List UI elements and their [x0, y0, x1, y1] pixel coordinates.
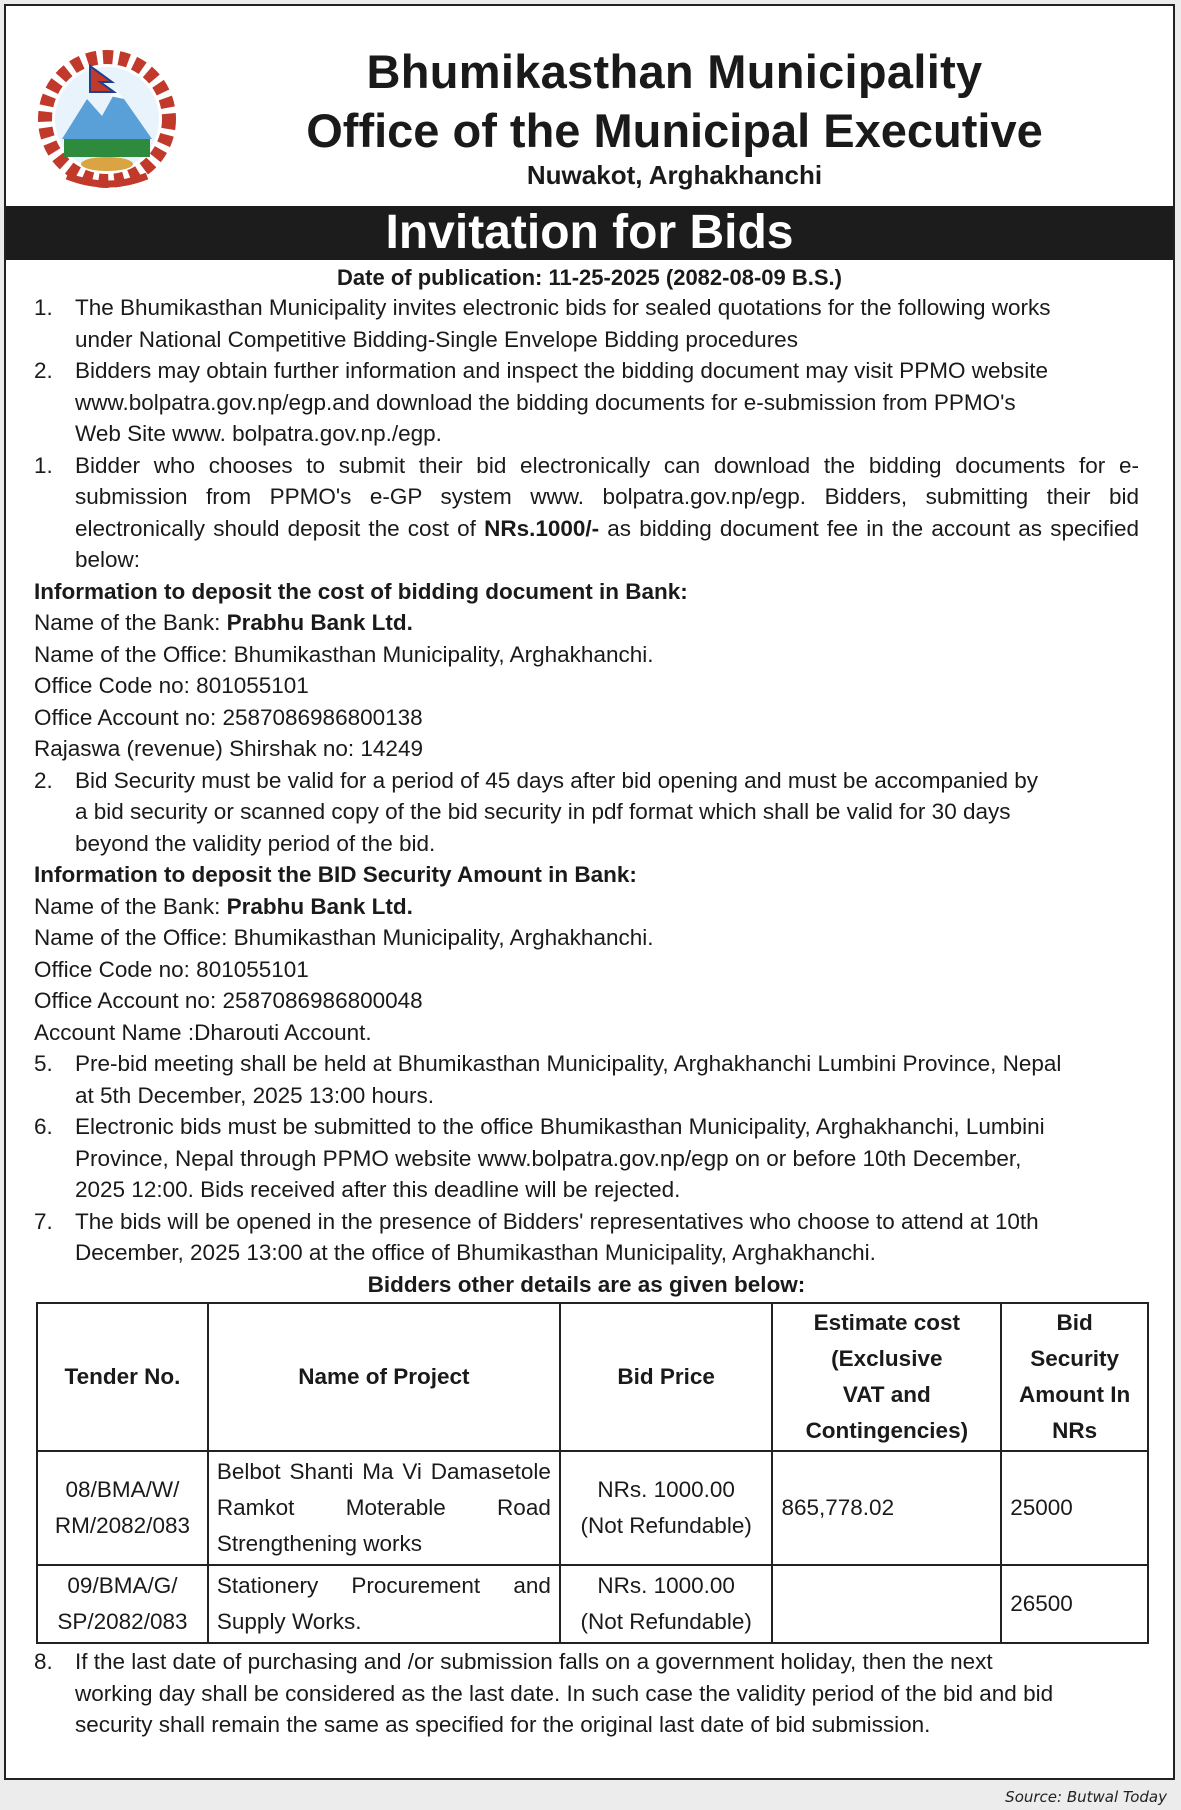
- deposit-security-office-code: Office Code no: 801055101: [34, 956, 309, 982]
- list-item: 7. The bids will be opened in the presence of Bidders' representatives who choose to attend at 10th December, 2025 13:00 at the office of Bhumikasthan Municipality, Arghakhanchi.: [34, 1208, 1039, 1265]
- list-item: 2. Bidders may obtain further information and inspect the bidding document may visit PPMO website www.bolpatra.gov.np/egp.and download the bidding documents for e-submission from PPMO's Web Site www. bolpatra.gov.np./egp.: [34, 358, 1048, 446]
- cell-estimate-cost: [772, 1565, 1001, 1643]
- header-project-name: Name of Project: [208, 1303, 560, 1451]
- cell-bid-price: NRs. 1000.00 (Not Refundable): [560, 1565, 773, 1643]
- cell-bid-security: 26500: [1001, 1565, 1148, 1643]
- cell-project-name: Stationery Procurement and Supply Works.: [208, 1565, 560, 1643]
- bid-details-table: [36, 1302, 1149, 1644]
- deposit-cost-heading: Information to deposit the cost of bidding document in Bank:: [34, 578, 688, 604]
- header-tender-no: Tender No.: [37, 1303, 208, 1451]
- cell-project-name: Belbot Shanti Ma Vi Damasetole Ramkot Moterable Road Strengthening works: [208, 1451, 560, 1565]
- table-row: [37, 1565, 1148, 1643]
- deposit-cost-office-code: Office Code no: 801055101: [34, 673, 309, 698]
- deposit-security-account: Office Account no: 2587086986800048: [34, 988, 423, 1013]
- deposit-cost-revenue: Rajaswa (revenue) Shirshak no: 14249: [34, 736, 423, 761]
- deposit-security-account-name: Account Name :Dharouti Account.: [34, 1019, 372, 1045]
- list-item: 2. Bid Security must be valid for a period of 45 days after bid opening and must be accompanied by a bid security or scanned copy of the bid security in pdf format which shall be valid for 30 days beyond the validity period of the bid.: [34, 767, 1039, 856]
- cell-tender-no: 09/BMA/G/ SP/2082/083: [37, 1565, 208, 1643]
- deposit-security-office: Name of the Office: Bhumikasthan Municipality, Arghakhanchi.: [34, 925, 654, 950]
- deposit-cost-account: Office Account no: 2587086986800138: [34, 704, 423, 730]
- municipality-name: Bhumikasthan Municipality: [366, 45, 983, 98]
- source-credit: Source: Butwal Today: [1005, 1788, 1167, 1806]
- cell-tender-no: 08/BMA/W/ RM/2082/083: [37, 1451, 208, 1565]
- office-location: Nuwakot, Arghakhanchi: [526, 160, 823, 190]
- municipality-emblem-icon: [32, 44, 182, 194]
- list-item: 5. Pre-bid meeting shall be held at Bhumikasthan Municipality, Arghakhanchi Lumbini Province, Nepal at 5th December, 2025 13:00 hours.: [34, 1051, 1062, 1108]
- table-title: Bidders other details are as given below:: [367, 1271, 806, 1297]
- list-item: 1. Bidder who chooses to submit their bid electronically can download the bidding documents for e-submission from PPMO's e-GP system www. bolpatra.gov.np/egp. Bidders, submitting their bid electronically should deposit the cost of NRs.1000/- as bidding document fee in the account as specified below:: [34, 450, 1139, 576]
- header-titles: [186, 42, 1163, 192]
- deposit-cost-bank: Name of the Bank: Prabhu Bank Ltd.: [34, 610, 413, 635]
- list-item: 1. The Bhumikasthan Municipality invites electronic bids for sealed quotations for the following works under National Competitive Bidding-Single Envelope Bidding procedures: [34, 295, 1051, 352]
- deposit-cost-office: Name of the Office: Bhumikasthan Municipality, Arghakhanchi.: [34, 641, 654, 667]
- office-name: Office of the Municipal Executive: [306, 104, 1043, 157]
- publication-date: Date of publication: 11-25-2025 (2082-08-09 B.S.): [337, 265, 842, 290]
- header-bid-security: Bid Security Amount In NRs: [1001, 1303, 1148, 1451]
- list-item: 6. Electronic bids must be submitted to the office Bhumikasthan Municipality, Arghakhanchi, Lumbini Province, Nepal through PPMO website www.bolpatra.gov.np/egp on or before 10th December, 2025 12:00. Bids received after this deadline will be rejected.: [34, 1114, 1045, 1202]
- cell-estimate-cost: 865,778.02: [772, 1451, 1001, 1565]
- fee-paragraph: Bidder who chooses to submit their bid electronically can download the bidding documents for e-submission from PPMO's e-GP system www. bolpatra.gov.np/egp. Bidders, submitting their bid electronically should deposit the cost of NRs.1000/- as bidding document fee in the account as specified below:: [75, 452, 1139, 572]
- table-row: [37, 1451, 1148, 1565]
- list-item: 8. If the last date of purchasing and /or submission falls on a government holiday, then the next working day shall be considered as the last date. In such case the validity period of the bid and bid security shall remain the same as specified for the original last date of bid submission.: [34, 1649, 1054, 1737]
- notice-sheet: [4, 4, 1175, 1780]
- notice-body: [6, 292, 1173, 1741]
- cell-bid-security: 25000: [1001, 1451, 1148, 1565]
- deposit-security-bank: Name of the Bank: Prabhu Bank Ltd.: [34, 893, 413, 919]
- notice-banner: Invitation for Bids: [6, 206, 1173, 260]
- header-estimate-cost: Estimate cost (Exclusive VAT and Contingencies): [772, 1303, 1001, 1451]
- notice-header: [6, 6, 1173, 206]
- deposit-security-heading: Information to deposit the BID Security Amount in Bank:: [34, 862, 637, 887]
- cell-bid-price: NRs. 1000.00 (Not Refundable): [560, 1451, 773, 1565]
- header-bid-price: Bid Price: [560, 1303, 773, 1451]
- table-header-row: [37, 1303, 1148, 1451]
